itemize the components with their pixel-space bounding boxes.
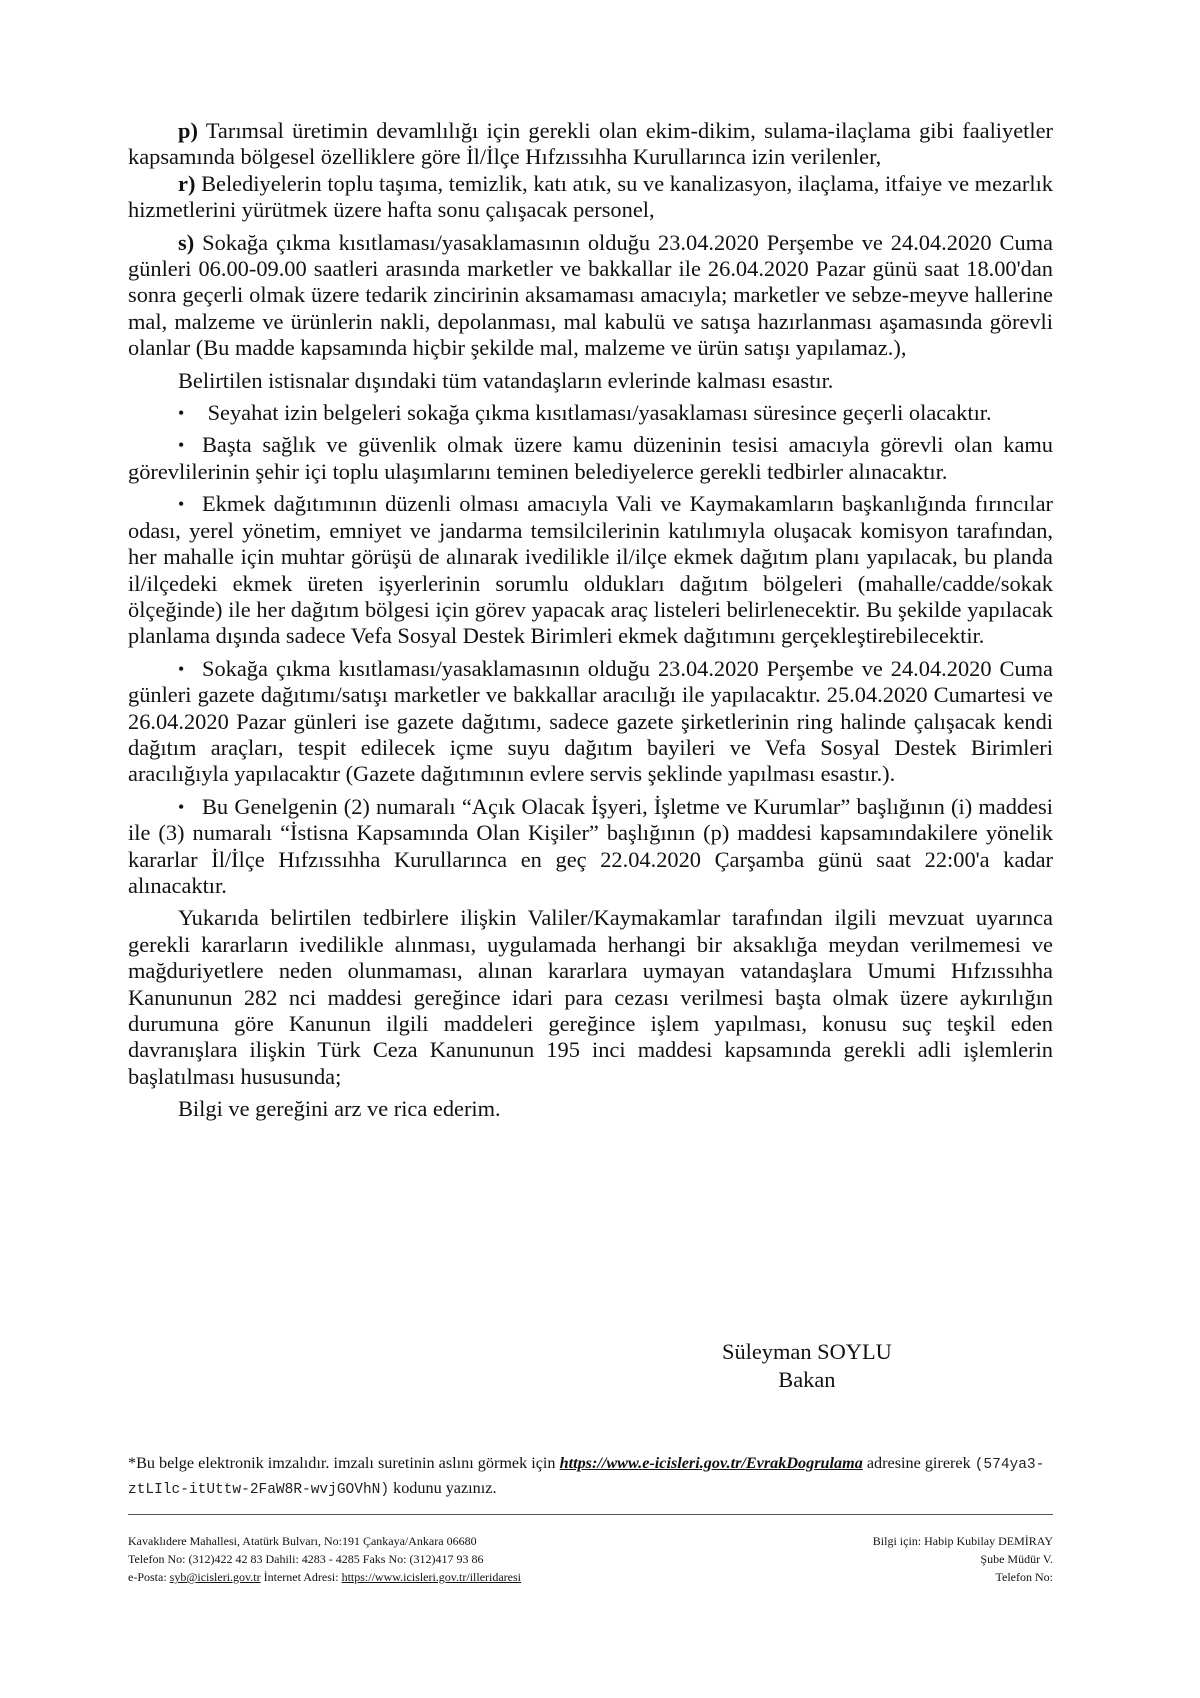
bullet-text: Sokağa çıkma kısıtlaması/yasaklamasının olduğu 23.04.2020 Perşembe ve 24.04.2020 Cuma günleri gazete dağıtımı/satışı marketler ve bakkallar aracılığı ile yapılacaktır. 25.04.2020 Cumartesi ve 26.04.2020 Pazar günleri ise gazete dağıtımı, sadece gazete şirketlerinin ring halinde çalışacak kendi dağıtım araçları, tespit edilecek içme suyu dağıtım bayileri ve Vefa Sosyal Destek Birimleri aracılığıyla yapılacaktır (Gazete dağıtımının evlere servis şeklinde yapılması esastır.).: [128, 655, 1053, 787]
footer-address: Kavaklıdere Mahallesi, Atatürk Bulvarı, No:191 Çankaya/Ankara 06680: [128, 1534, 477, 1548]
bullet-text: Bu Genelgenin (2) numaralı “Açık Olacak İşyeri, İşletme ve Kurumlar” başlığının (i) maddesi ile (3) numaralı “İstisna Kapsamında Olan Kişiler” başlığının (p) maddesi kapsamındakilere yönelik kararlar İl/İlçe Hıfzıssıhha Kurullarınca en geç 22.04.2020 Çarşamba günü saat 22:00'a kadar alınacaktır.: [128, 793, 1053, 898]
signatory-title: Bakan: [778, 1367, 836, 1392]
contact-title: Şube Müdür V.: [980, 1552, 1053, 1566]
item-r-label: r): [178, 170, 196, 196]
item-p: [128, 118, 1053, 171]
bullet-icon: •: [178, 403, 185, 424]
email-link[interactable]: syb@icisleri.gov.tr: [169, 1570, 261, 1584]
footer-divider: [128, 1514, 1053, 1515]
web-label: İnternet Adresi:: [260, 1570, 342, 1584]
bullet-item: [128, 432, 1053, 485]
verification-link[interactable]: https://www.e-icisleri.gov.tr/EvrakDogrulama: [559, 1454, 863, 1472]
closing-request: Bilgi ve gereğini arz ve rica ederim.: [178, 1096, 501, 1122]
signature-block: [722, 1338, 892, 1394]
bullet-item: [128, 794, 1053, 900]
e-signature-note: [128, 1452, 1053, 1502]
bullet-icon: •: [178, 435, 185, 456]
document-body: [128, 118, 1053, 1123]
bullet-item: [128, 400, 1053, 426]
bullet-icon: •: [178, 796, 185, 817]
item-s-label: s): [178, 229, 195, 255]
item-s: [128, 230, 1053, 362]
closing-paragraph: Yukarıda belirtilen tedbirlere ilişkin Valiler/Kaymakamlar tarafından ilgili mevzuat uyarınca gerekli kararların ivedilikle alınması, uygulamada herhangi bir aksaklığa meydan verilmemesi ve mağduriyetlere neden olunmaması, alınan kararlara uymayan vatandaşlara Umumi Hıfzıssıhha Kanununun 282 nci maddesi gereğince idari para cezası verilmesi başta olmak üzere aykırılığın durumuna göre Kanunun ilgili maddeleri gereğince işlem yapılması, konusu suç teşkil eden davranışlara ilişkin Türk Ceza Kanununun 195 inci maddesi kapsamında gerekli adli işlemlerin başlatılması hususunda;: [128, 905, 1053, 1089]
bullet-item: [128, 656, 1053, 788]
item-p-text: Tarımsal üretimin devamlılığı için gerekli olan ekim-dikim, sulama-ilaçlama gibi faaliyetler kapsamında bölgesel özelliklere göre İl/İlçe Hıfzıssıhha Kurullarınca izin verilenler,: [128, 118, 1053, 170]
footer-phone: Telefon No: (312)422 42 83 Dahili: 4283 - 4285 Faks No: (312)417 93 86: [128, 1552, 484, 1566]
verification-code: (574ya3-ztLIlc-itUttw-2FaW8R-wvjGOVhN): [128, 1457, 1045, 1498]
esign-suffix-2: kodunu yazınız.: [389, 1479, 497, 1497]
info-contact: Bilgi için: Habip Kubilay DEMİRAY: [872, 1534, 1053, 1548]
item-r: [128, 171, 1053, 224]
bullet-icon: •: [178, 658, 185, 679]
footer-contact-line: [128, 1568, 521, 1586]
esign-prefix: *Bu belge elektronik imzalıdır. imzalı suretinin aslını görmek için: [128, 1454, 560, 1472]
bullet-item: [128, 491, 1053, 649]
exceptions-note: Belirtilen istisnalar dışındaki tüm vatandaşların evlerinde kalması esastır.: [178, 367, 834, 393]
footer-address-block: [128, 1532, 521, 1586]
email-label: e-Posta:: [128, 1570, 170, 1584]
item-s-text: Sokağa çıkma kısıtlaması/yasaklamasının olduğu 23.04.2020 Perşembe ve 24.04.2020 Cuma günleri 06.00-09.00 saatleri arasında marketler ve bakkallar ile 26.04.2020 Pazar günü saat 18.00'dan sonra geçerli olmak üzere tedarik zincirinin aksamaması amacıyla; marketler ve sebze-meyve hallerine mal, malzeme ve ürünlerin nakli, depolanması, mal kabulü ve satışa hazırlanması aşamasında görevli olanlar (Bu madde kapsamında hiçbir şekilde mal, malzeme ve ürün satışı yapılamaz.),: [128, 229, 1053, 361]
signatory-name: Süleyman SOYLU: [722, 1339, 892, 1364]
bullet-text: Ekmek dağıtımının düzenli olması amacıyla Vali ve Kaymakamların başkanlığında fırıncılar odası, yerel yönetim, emniyet ve jandarma temsilcilerinin katılımıyla oluşacak komisyon tarafından, her mahalle için muhtar görüşü de alınarak ivedilikle il/ilçe ekmek dağıtım planı yapılacak, bu planda il/ilçedeki ekmek üreten işyerlerinin sorumlu oldukları dağıtım bölgeleri (mahalle/cadde/sokak ölçeğinde) ile her dağıtım bölgesi için görev yapacak araç listeleri belirlenecektir. Bu şekilde yapılacak planlama dışında sadece Vefa Sosyal Destek Birimleri ekmek dağıtımını gerçekleştirebilecektir.: [128, 491, 1053, 649]
footer-info-block: [820, 1532, 1053, 1586]
item-p-label: p): [178, 118, 198, 143]
website-link[interactable]: https://www.icisleri.gov.tr/illeridaresi: [341, 1570, 522, 1584]
bullet-text: Başta sağlık ve güvenlik olmak üzere kamu düzeninin tesisi amacıyla görevli olan kamu görevlilerinin şehir içi toplu ulaşımlarını teminen belediyelerce gerekli tedbirler alınacaktır.: [128, 432, 1053, 484]
esign-suffix: adresine girerek: [862, 1454, 975, 1472]
contact-phone: Telefon No:: [995, 1570, 1053, 1584]
bullet-text: Seyahat izin belgeleri sokağa çıkma kısıtlaması/yasaklaması süresince geçerli olacaktır.: [202, 400, 992, 426]
bullet-icon: •: [178, 494, 185, 515]
item-r-text: Belediyelerin toplu taşıma, temizlik, katı atık, su ve kanalizasyon, ilaçlama, itfaiye ve mezarlık hizmetlerini yürütmek üzere hafta sonu çalışacak personel,: [128, 170, 1053, 223]
